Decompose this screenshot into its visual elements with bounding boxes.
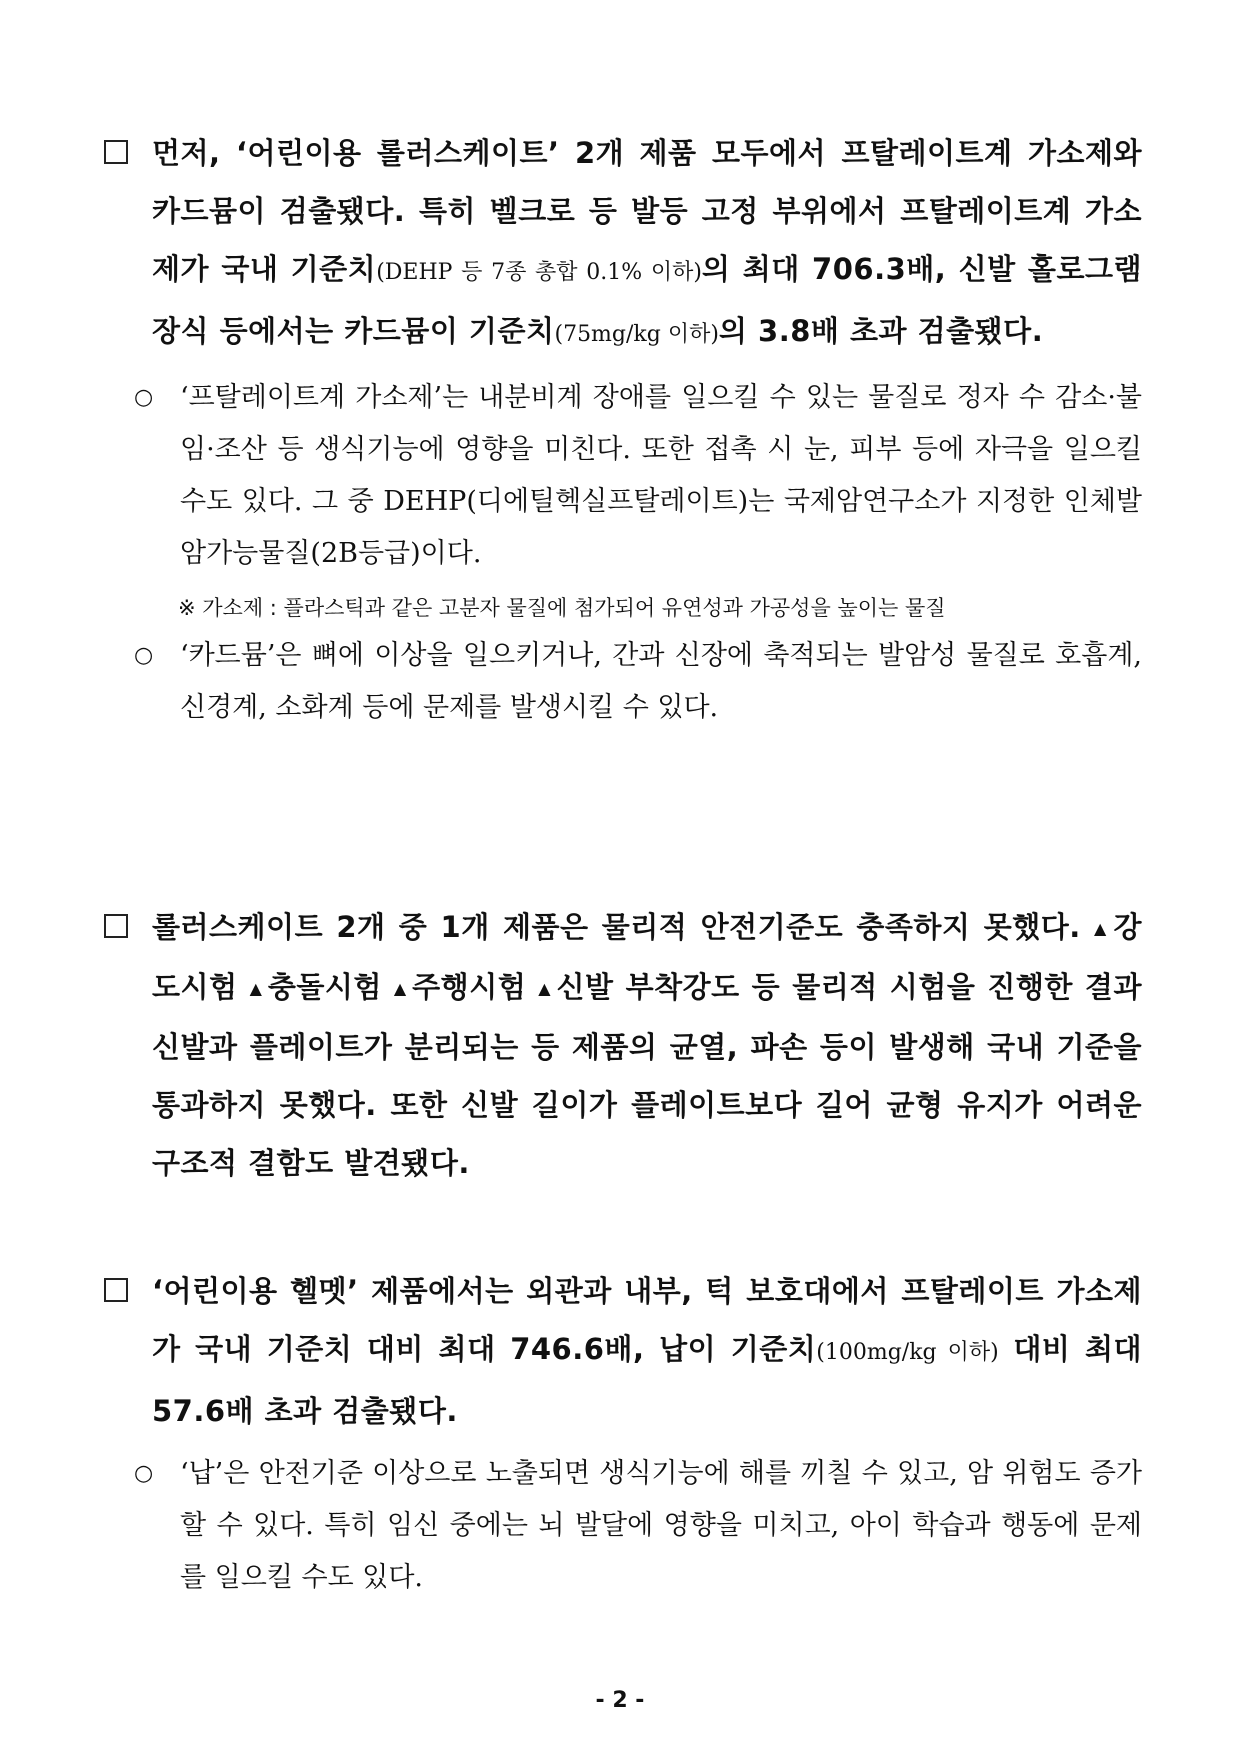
section-2-line1: 롤러스케이트 2개 중 1개 제품은 물리적 안전기준도 충족하지 못했다. (152, 910, 1081, 944)
test-item: 주행시험 (412, 970, 527, 1004)
test-item: 강도시험 (152, 910, 1142, 1004)
section-1-sub-phthalate (132, 372, 1142, 580)
section-1-sub-phthalate-text: ‘프탈레이트계 가소제’는 내분비계 장애를 일으킬 수 있는 물질로 정자 수 감소·불임·조산 등 생식기능에 영향을 미친다. 또한 접촉 시 눈, 피부 등에 자극을 일으킬 수도 있다. 그 중 DEHP(디에틸헥실프탈레이트)는 국제암연구소가 지정한 인체발암가능물질(2B등급)이다. (180, 382, 1142, 569)
square-bullet-icon (104, 914, 128, 938)
test-item: 신발 부착강도 (556, 970, 740, 1004)
section-1-text-e: 의 3.8배 초과 검출됐다. (718, 314, 1044, 348)
section-3-text-a: ‘어린이용 헬멧’ 제품에서는 외관과 내부, 턱 보호대에서 프탈레이트 가소제가 국내 기준치 대비 최대 746.6배, 납이 기준치 (152, 1274, 1142, 1366)
section-2 (102, 898, 1142, 1192)
section-3-paragraph (102, 1262, 1142, 1440)
triangle-bullet-icon: ▲ (249, 979, 264, 998)
section-2-paragraph (102, 898, 1142, 1192)
circle-bullet-icon: ○ (134, 385, 154, 410)
circle-bullet-icon: ○ (134, 643, 154, 668)
page-number: - 2 - (595, 1688, 645, 1713)
section-1-paragraph (102, 124, 1142, 364)
triangle-bullet-icon: ▲ (393, 979, 409, 998)
section-1-criterion-phthalate: (DEHP 등 7종 총합 0.1% 이하) (376, 260, 702, 285)
section-1-sub-cadmium-text: ‘카드뮴’은 뼈에 이상을 일으키거나, 간과 신장에 축적되는 발암성 물질로 호흡계, 신경계, 소화계 등에 문제를 발생시킬 수 있다. (180, 640, 1142, 723)
section-1-text-c: 의 최대 706.3배, 신발 홀로그램 장식 등에서는 카드뮴이 기준치 (152, 252, 1142, 348)
section-3 (102, 1262, 1142, 1604)
circle-bullet-icon: ○ (134, 1461, 154, 1486)
section-2-rest: 등 물리적 시험을 진행한 결과 신발과 플레이트가 분리되는 등 제품의 균열, 파손 등이 발생해 국내 기준을 통과하지 못했다. 또한 신발 길이가 플레이트보다 길어 균형 유지가 어려운 구조적 결함도 발견됐다. (152, 970, 1142, 1180)
section-3-sub-lead (132, 1448, 1142, 1604)
section-1 (102, 124, 1142, 734)
section-3-text-c: 대비 최대 57.6배 초과 검출됐다. (152, 1332, 1142, 1428)
section-3-criterion-lead: (100mg/kg 이하) (816, 1340, 999, 1365)
triangle-bullet-icon: ▲ (1094, 919, 1110, 938)
section-1-sub-cadmium (132, 630, 1142, 734)
section-1-note: ※ 가소제 : 플라스틱과 같은 고분자 물질에 첨가되어 유연성과 가공성을 높이는 물질 (178, 596, 946, 620)
triangle-bullet-icon: ▲ (538, 979, 553, 998)
square-bullet-icon (104, 140, 128, 164)
section-1-criterion-cadmium: (75mg/kg 이하) (554, 322, 719, 347)
section-3-sub-lead-text: ‘납’은 안전기준 이상으로 노출되면 생식기능에 해를 끼칠 수 있고, 암 위험도 증가할 수 있다. 특히 임신 중에는 뇌 발달에 영향을 미치고, 아이 학습과 행동에 문제를 일으킬 수도 있다. (180, 1458, 1142, 1593)
square-bullet-icon (104, 1278, 128, 1302)
section-1-text-a: 먼저, ‘어린이용 롤러스케이트’ 2개 제품 모두에서 프탈레이트계 가소제와 카드뮴이 검출됐다. 특히 벨크로 등 발등 고정 부위에서 프탈레이트계 가소제가 국내 기준치 (152, 136, 1142, 286)
test-item: 충돌시험 (267, 970, 382, 1004)
